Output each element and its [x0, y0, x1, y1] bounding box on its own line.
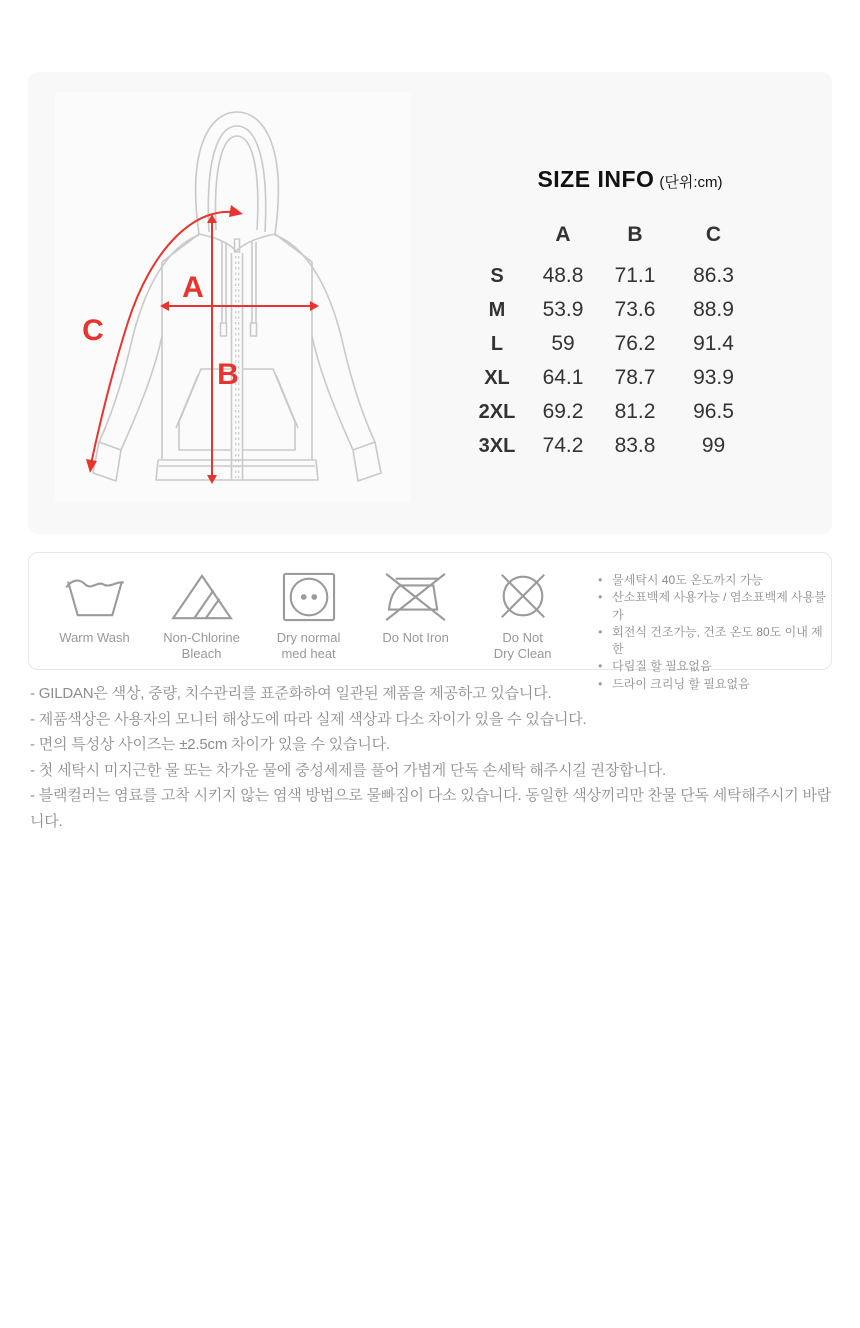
header-col-b: B — [627, 223, 643, 246]
table-row — [464, 395, 753, 429]
value-b: 78.7 — [614, 366, 656, 389]
care-item-non-chlorine-bleach — [148, 569, 255, 662]
value-b: 71.1 — [614, 264, 656, 287]
size-info-card — [28, 72, 832, 534]
diagram-label-a: A — [182, 271, 204, 304]
value-b: 73.6 — [614, 298, 656, 321]
table-row — [464, 429, 753, 463]
diagram-label-b: B — [217, 358, 239, 391]
value-a: 74.2 — [542, 434, 584, 457]
care-item-do-not-iron — [362, 569, 469, 646]
size-table-header — [464, 218, 753, 252]
value-a: 48.8 — [542, 264, 584, 287]
diagram-label-c: C — [82, 314, 104, 347]
value-c: 96.5 — [693, 400, 734, 423]
size-label: XL — [484, 366, 510, 389]
care-bullet: • 물세탁시 40도 온도까지 가능 — [598, 572, 831, 589]
value-b: 76.2 — [614, 332, 656, 355]
table-row — [464, 361, 753, 395]
table-row — [464, 293, 753, 327]
measure-arrow-c — [91, 212, 239, 464]
size-label: M — [488, 298, 506, 321]
product-notes — [30, 681, 840, 835]
size-label: S — [490, 264, 504, 287]
value-a: 64.1 — [542, 366, 584, 389]
note-line: - 제품색상은 사용자의 모니터 해상도에 따라 실제 색상과 다소 차이가 있을 수 있습니다. — [30, 710, 587, 728]
value-c: 93.9 — [693, 366, 734, 389]
value-a: 59 — [551, 332, 575, 355]
care-bullet: • 산소표백제 사용가능 / 염소표백제 사용불가 — [598, 589, 831, 624]
care-bullet: • 드라이 크리닝 할 필요없음 — [598, 676, 831, 693]
note-line: - GILDAN은 색상, 중량, 치수관리를 표준화하여 일관된 제품을 제공하고 있습니다. — [30, 685, 552, 702]
header-col-a: A — [555, 223, 571, 246]
value-a: 69.2 — [542, 400, 584, 423]
size-label: 3XL — [478, 434, 516, 457]
size-label: 2XL — [478, 400, 516, 423]
care-label: Non-Chlorine Bleach — [163, 630, 240, 661]
size-info-title-text: SIZE INFO — [537, 166, 655, 192]
size-label: L — [490, 332, 504, 355]
table-row — [464, 327, 753, 361]
hoodie-measurement-diagram — [55, 92, 411, 502]
care-bullet: • 다림질 할 필요없음 — [598, 658, 831, 675]
table-row — [464, 259, 753, 293]
care-item-warm-wash — [41, 569, 148, 646]
care-instructions-card — [28, 552, 832, 691]
size-info-unit: (단위:cm) — [659, 174, 723, 191]
value-b: 81.2 — [614, 400, 656, 423]
value-c: 99 — [701, 434, 726, 457]
care-bullet-list — [598, 569, 831, 693]
size-table — [464, 218, 753, 463]
care-item-do-not-dry-clean — [469, 569, 576, 662]
value-b: 83.8 — [614, 434, 656, 457]
care-label: Do Not Iron — [382, 630, 449, 645]
header-col-c: C — [705, 223, 722, 246]
note-line: - 블랙컬러는 염료를 고착 시키지 않는 염색 방법으로 물빠짐이 다소 있습니다. 동일한 색상끼리만 찬물 단독 세탁해주시기 바랍니다. — [30, 787, 832, 830]
hoodie-outline — [93, 112, 381, 481]
care-label: Do Not Dry Clean — [493, 630, 552, 661]
measure-arrows — [86, 205, 319, 484]
care-item-tumble-dry — [255, 569, 362, 662]
care-label: Dry normal med heat — [276, 630, 341, 661]
warm-wash-icon — [63, 569, 127, 625]
value-a: 53.9 — [542, 298, 584, 321]
note-line: - 면의 특성상 사이즈는 ±2.5cm 차이가 있을 수 있습니다. — [30, 736, 390, 754]
note-line: - 첫 세탁시 미지근한 물 또는 차가운 물에 중성세제를 풀어 가볍게 단독 손세탁 해주시길 권장합니다. — [30, 761, 666, 779]
hoodie-sketch-svg — [55, 92, 411, 502]
value-c: 86.3 — [693, 264, 734, 287]
non-chlorine-bleach-icon — [170, 569, 234, 625]
value-c: 88.9 — [693, 298, 734, 321]
value-c: 91.4 — [693, 332, 734, 355]
size-info-title — [480, 166, 780, 193]
tumble-dry-icon — [281, 569, 337, 625]
do-not-iron-icon — [384, 569, 448, 625]
do-not-dry-clean-icon — [495, 569, 551, 625]
care-label: Warm Wash — [59, 630, 130, 645]
care-bullet: • 회전식 건조가능, 건조 온도 80도 이내 제한 — [598, 624, 831, 659]
